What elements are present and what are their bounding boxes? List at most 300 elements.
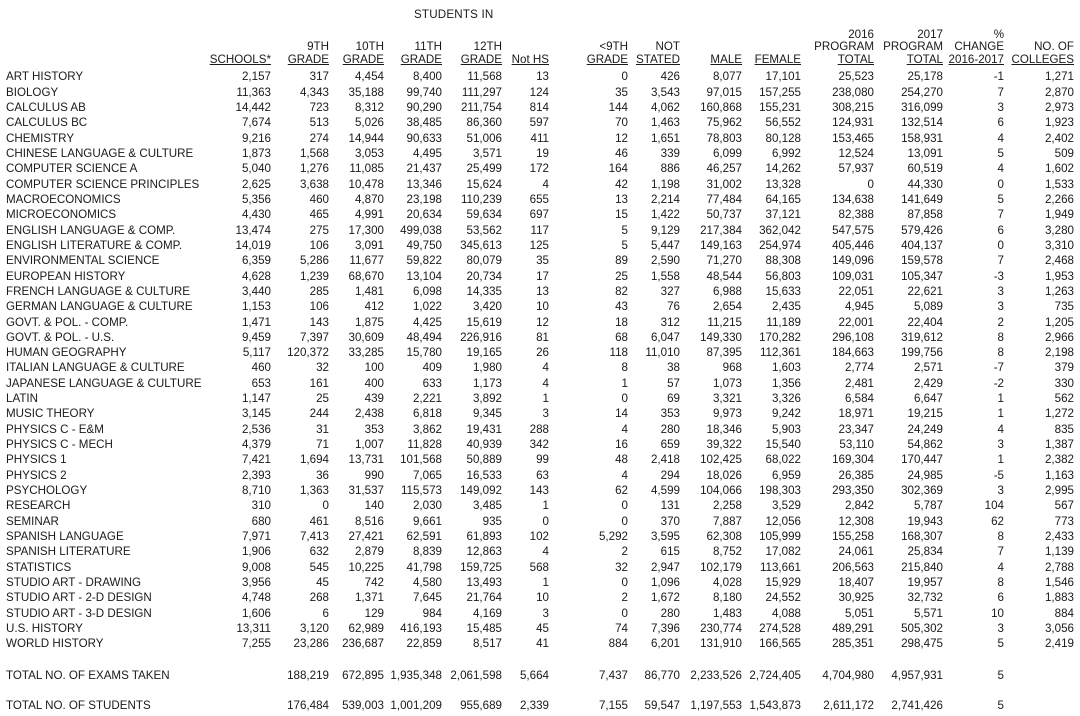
- total-row-cell: 1,935,348: [390, 668, 442, 682]
- table-row-label: HUMAN GEOGRAPHY: [6, 346, 127, 360]
- table-row-cell: 773: [1054, 514, 1074, 528]
- column-header-line: 2017: [917, 27, 943, 41]
- table-row-label: PSYCHOLOGY: [6, 484, 88, 498]
- table-row-label: RESEARCH: [6, 499, 71, 513]
- table-row-cell: 69: [667, 392, 680, 406]
- table-row-cell: 62,308: [706, 530, 742, 543]
- table-row-cell: 345,613: [460, 238, 502, 252]
- table-row-cell: 102,425: [700, 453, 742, 467]
- table-row-cell: 3,420: [472, 300, 502, 314]
- table-row-cell: 16,533: [466, 468, 502, 482]
- table-row-cell: 57: [667, 376, 680, 390]
- table-row-cell: 160,868: [700, 101, 742, 115]
- table-row: [0, 269, 1080, 284]
- table-row-cell: 3,543: [650, 85, 680, 99]
- table-row-cell: 7: [997, 208, 1004, 222]
- table-row-cell: 143: [309, 315, 329, 329]
- table-row-cell: 379: [1054, 361, 1074, 375]
- table-row-cell: 1,568: [299, 147, 329, 160]
- table-row-label: COMPUTER SCIENCE A: [6, 162, 138, 176]
- table-row-cell: 105,347: [901, 269, 943, 283]
- table-row-cell: 5,286: [299, 254, 329, 268]
- total-row-cell: 2,339: [519, 698, 549, 712]
- table-row-cell: 57,937: [838, 162, 874, 176]
- table-row-cell: 884: [1054, 606, 1074, 620]
- table-row-cell: 11,010: [645, 346, 680, 360]
- table-row-cell: 0: [867, 177, 874, 191]
- total-row-cell: 672,895: [342, 668, 384, 682]
- table-row: [0, 207, 1080, 222]
- table-row-cell: 19,165: [466, 346, 502, 360]
- table-row-cell: 254,270: [901, 85, 943, 99]
- table-row-cell: 1,173: [472, 376, 502, 390]
- table-row-cell: 7,645: [412, 591, 442, 605]
- column-header-line: Not HS: [511, 52, 549, 66]
- total-row-cell: 7,155: [598, 698, 628, 712]
- table-row-cell: 2,030: [412, 499, 442, 513]
- table-row-label: MICROECONOMICS: [6, 208, 117, 222]
- table-row-cell: 835: [1054, 422, 1074, 436]
- table-row-cell: 6,098: [412, 284, 442, 298]
- table-row-label: STUDIO ART - 2-D DESIGN: [6, 591, 152, 605]
- table-row-label: GOVT. & POL. - U.S.: [6, 330, 115, 344]
- table-row-cell: 5,089: [913, 300, 943, 314]
- table-row-cell: 5: [997, 147, 1004, 160]
- table-row-cell: -1: [993, 70, 1004, 84]
- table-row-cell: 1,873: [241, 147, 271, 160]
- table-row-cell: 25: [615, 269, 628, 283]
- table-row: [0, 376, 1080, 391]
- table-row-cell: 2,947: [650, 560, 680, 574]
- table-row-cell: 18,346: [706, 422, 742, 436]
- table-row-cell: 405,446: [832, 238, 874, 252]
- table-row-cell: 62,591: [406, 530, 442, 543]
- table-row: [0, 345, 1080, 360]
- total-row: [0, 668, 1080, 683]
- table-row-cell: 655: [529, 192, 549, 206]
- table-row-cell: 7,421: [241, 453, 271, 467]
- table-row-cell: 13,493: [466, 575, 502, 589]
- table-row-cell: 102,179: [700, 560, 742, 574]
- table-row-cell: 0: [621, 499, 628, 513]
- table-row-cell: 32,732: [907, 591, 943, 605]
- table-row-cell: 87,858: [907, 208, 943, 222]
- table-row-cell: 416,193: [400, 621, 442, 635]
- table-row-cell: 14: [615, 407, 628, 421]
- table-row-cell: 268: [309, 591, 329, 605]
- table-row-cell: 111,297: [461, 85, 502, 99]
- table-row-cell: 118: [609, 346, 628, 360]
- table-row-cell: 13,311: [236, 621, 271, 635]
- table-row-cell: 1,471: [241, 315, 271, 329]
- table-row-cell: 8: [997, 330, 1004, 344]
- table-row-cell: 3,892: [472, 392, 502, 406]
- table-row-cell: 149,092: [460, 484, 502, 498]
- table-row-cell: 0: [621, 70, 628, 84]
- table-row-cell: 101,568: [400, 453, 442, 467]
- table-row: [0, 360, 1080, 375]
- table-row-cell: 5,903: [771, 422, 801, 436]
- table-row-cell: 568: [529, 560, 549, 574]
- table-row-cell: 90,633: [406, 131, 442, 145]
- table-row-cell: 184,663: [832, 346, 874, 360]
- table-row-cell: 13,731: [348, 453, 384, 467]
- total-row-cell: 4,704,980: [822, 668, 874, 682]
- table-row-cell: 113,661: [759, 560, 801, 574]
- table-row-cell: 99,740: [406, 85, 442, 99]
- table-row-cell: 296,108: [832, 330, 874, 344]
- table-row-cell: 505,302: [901, 621, 943, 635]
- table-row-cell: 71,270: [706, 254, 742, 268]
- total-row-cell: 5: [997, 698, 1004, 712]
- table-row: [0, 468, 1080, 483]
- table-row-cell: 330: [1054, 376, 1074, 390]
- table-row-cell: 6,988: [712, 284, 742, 298]
- table-row-cell: 3: [542, 606, 549, 620]
- table-row-cell: 4: [542, 376, 549, 390]
- table-row-cell: 124: [529, 85, 549, 99]
- total-row-cell: 2,741,426: [891, 698, 943, 712]
- table-row-cell: 17,101: [765, 70, 801, 84]
- table-row-cell: 132,514: [901, 116, 943, 130]
- table-row-cell: 155,231: [759, 101, 801, 115]
- table-row-cell: 2,870: [1044, 85, 1074, 99]
- table-row-cell: 4,628: [241, 269, 271, 283]
- table-row-cell: 40,939: [466, 438, 502, 452]
- table-row-cell: 2,214: [650, 192, 680, 206]
- table-row-cell: 2,536: [241, 422, 271, 436]
- table-row-cell: 4: [997, 131, 1004, 145]
- table-row-cell: 984: [422, 606, 442, 620]
- table-row-cell: 87,395: [706, 346, 742, 360]
- total-row-cell: 86,770: [644, 668, 680, 682]
- table-row-cell: 106: [309, 238, 329, 252]
- table-row-label: PHYSICS C - MECH: [6, 438, 113, 452]
- table-row-cell: 50,737: [706, 208, 742, 222]
- table-row-cell: 4,870: [354, 192, 384, 206]
- table-row-cell: 6,584: [844, 392, 874, 406]
- table-row-cell: 25: [316, 392, 329, 406]
- table-row-cell: 18: [615, 315, 628, 329]
- table-row-cell: 14,262: [765, 162, 801, 176]
- table-row-cell: 3: [997, 621, 1004, 635]
- table-row-cell: 4,430: [241, 208, 271, 222]
- table-row-cell: 169,304: [832, 453, 874, 467]
- column-header: [755, 54, 801, 66]
- table-row-cell: 4,379: [241, 438, 271, 452]
- table-row-cell: 13,346: [406, 177, 442, 191]
- table-row-cell: 935: [482, 514, 502, 528]
- table-row-cell: 12,863: [466, 545, 502, 559]
- table-row-cell: 404,137: [901, 238, 943, 252]
- table-row-cell: 211,754: [460, 101, 502, 115]
- table-row-cell: 115,573: [400, 484, 442, 498]
- table-row-cell: 149,330: [700, 330, 742, 344]
- table-row-cell: -3: [993, 269, 1004, 283]
- table-row-cell: 9,242: [771, 407, 801, 421]
- table-row-cell: 308,215: [832, 101, 874, 115]
- table-row-cell: 5: [621, 238, 628, 252]
- table-row-cell: 2,393: [241, 468, 271, 482]
- table-row-label: COMPUTER SCIENCE PRINCIPLES: [6, 177, 200, 191]
- table-row-cell: 1,953: [1044, 269, 1074, 283]
- table-row-cell: 6: [322, 606, 329, 620]
- table-row-cell: 17: [536, 269, 549, 283]
- table-row-cell: 68,670: [348, 269, 384, 283]
- table-row-cell: 217,384: [700, 223, 742, 237]
- table-row-cell: 17,082: [765, 545, 801, 559]
- column-header-line: FEMALE: [754, 52, 801, 66]
- table-row-cell: 3,056: [1044, 621, 1074, 635]
- column-header: [1011, 41, 1074, 66]
- table-row-cell: 76: [667, 300, 680, 314]
- table-row-cell: 1,272: [1044, 407, 1074, 421]
- table-row-cell: 1,387: [1044, 438, 1074, 452]
- table-row-cell: 9,459: [241, 330, 271, 344]
- table-row-cell: 2,266: [1044, 192, 1074, 206]
- table-row-cell: 499,038: [400, 223, 442, 237]
- table-row-cell: 1,883: [1044, 591, 1074, 605]
- table-row-cell: 14,442: [235, 101, 271, 115]
- table-row-cell: 14,335: [466, 284, 502, 298]
- table-row-label: BIOLOGY: [6, 85, 59, 99]
- table-row-cell: 77,484: [706, 192, 742, 206]
- column-header: [210, 54, 271, 66]
- table-row-cell: 90,290: [406, 101, 442, 115]
- table-row-cell: 3,862: [412, 422, 442, 436]
- table-row-cell: 8,077: [712, 70, 742, 84]
- table-row-label: ENVIRONMENTAL SCIENCE: [6, 254, 160, 268]
- table-row-cell: 168,307: [901, 530, 943, 543]
- table-row-cell: 7: [997, 85, 1004, 99]
- table-row-cell: 3,321: [712, 392, 742, 406]
- table-row-cell: 6,201: [650, 637, 680, 651]
- table-row-cell: 4,748: [241, 591, 271, 605]
- table-row-cell: 1,906: [241, 545, 271, 559]
- total-row-cell: 539,003: [342, 698, 384, 712]
- table-row-cell: 3,310: [1044, 238, 1074, 252]
- column-header-line: 10TH: [355, 40, 384, 54]
- table-row-cell: 3,326: [771, 392, 801, 406]
- table-row: [0, 223, 1080, 238]
- table-row-cell: 2,842: [844, 499, 874, 513]
- table-row-cell: 2: [621, 591, 628, 605]
- table-row-label: FRENCH LANGUAGE & CULTURE: [6, 284, 191, 298]
- table-row-label: GOVT. & POL. - COMP.: [6, 315, 129, 329]
- table-row-cell: 1,651: [650, 131, 680, 145]
- table-row-cell: 32: [615, 560, 628, 574]
- total-row-cell: 5: [997, 668, 1004, 682]
- table-row-cell: 11,085: [349, 162, 384, 176]
- table-row-cell: 10: [536, 591, 549, 605]
- table-row-cell: 117: [530, 223, 549, 237]
- table-row-cell: 8,516: [354, 514, 384, 528]
- table-row-cell: 2,198: [1044, 346, 1074, 360]
- table-row-cell: 141,649: [901, 192, 943, 206]
- table-row-cell: 3,280: [1044, 223, 1074, 237]
- table-row-cell: 302,369: [901, 484, 943, 498]
- table-row-cell: 562: [1054, 392, 1074, 406]
- table-row-label: LATIN: [6, 392, 38, 406]
- table-row-cell: 238,080: [832, 85, 874, 99]
- table-row-cell: 80,079: [466, 254, 502, 268]
- table-row-cell: 4,580: [412, 575, 442, 589]
- table-row-cell: 285,351: [832, 637, 874, 651]
- table-row-cell: 288: [529, 422, 549, 436]
- column-header-line: PROGRAM: [883, 40, 943, 54]
- table-row-cell: 274,528: [759, 621, 801, 635]
- table-row-cell: 2,382: [1044, 453, 1074, 467]
- table-row-cell: 2,419: [1044, 637, 1074, 651]
- table-row-label: PHYSICS 2: [6, 468, 67, 482]
- table-row-cell: 27,421: [348, 530, 384, 543]
- table-row-cell: 12: [536, 315, 549, 329]
- total-row: [0, 698, 1080, 713]
- table-row-cell: 6,959: [771, 468, 801, 482]
- table-row-label: CHINESE LANGUAGE & CULTURE: [6, 147, 194, 160]
- table-row-cell: 106: [309, 300, 329, 314]
- table-row-cell: 680: [251, 514, 271, 528]
- table-row-cell: 226,916: [460, 330, 502, 344]
- table-row-cell: 4: [542, 545, 549, 559]
- table-row-label: SPANISH LANGUAGE: [6, 530, 124, 543]
- column-header-line: GRADE: [586, 52, 628, 66]
- table-row-label: CALCULUS AB: [6, 101, 86, 115]
- table-row-cell: 172: [529, 162, 549, 176]
- table-row: [0, 575, 1080, 590]
- table-row-cell: 59,634: [466, 208, 502, 222]
- total-row-cell: 1,001,209: [390, 698, 442, 712]
- table-row-cell: 3,145: [241, 407, 271, 421]
- table-row-cell: 3,053: [354, 147, 384, 160]
- table-row-cell: 64,165: [765, 192, 801, 206]
- table-row-cell: 1,481: [354, 284, 384, 298]
- column-header-line: TOTAL: [837, 52, 874, 66]
- table-row: [0, 253, 1080, 268]
- table-row-cell: 50,889: [466, 453, 502, 467]
- table-row-cell: 104: [984, 499, 1004, 513]
- table-row-cell: 990: [364, 468, 384, 482]
- table-row-cell: 45: [536, 621, 549, 635]
- table-row-cell: 6,047: [650, 330, 680, 344]
- table-row-cell: 4,599: [650, 484, 680, 498]
- table-row-cell: 274: [309, 131, 329, 145]
- table-row-cell: 2,157: [241, 70, 271, 84]
- table-row-cell: 144: [608, 101, 628, 115]
- table-row-cell: 41: [536, 637, 549, 651]
- table-row-cell: 33,285: [348, 346, 384, 360]
- table-row-cell: 61,893: [466, 530, 502, 543]
- table-row-label: ART HISTORY: [6, 70, 84, 84]
- column-header-line: PROGRAM: [814, 40, 874, 54]
- table-row-cell: 10: [536, 300, 549, 314]
- table-row-cell: 0: [621, 514, 628, 528]
- table-row: [0, 406, 1080, 421]
- table-row-cell: 1,603: [771, 361, 801, 375]
- table-row: [0, 606, 1080, 621]
- table-row-cell: 206,563: [832, 560, 874, 574]
- table-row-cell: 1,198: [650, 177, 680, 191]
- table-row-cell: 1,546: [1044, 575, 1074, 589]
- table-row-cell: -5: [993, 468, 1004, 482]
- table-row-cell: 6,992: [771, 147, 801, 160]
- table-row-cell: 5,356: [241, 192, 271, 206]
- table-row: [0, 590, 1080, 605]
- table-row-cell: 215,840: [901, 560, 943, 574]
- table-row-cell: 11,189: [766, 315, 801, 329]
- table-row-cell: 1,602: [1044, 162, 1074, 176]
- table-row-cell: 13: [536, 284, 549, 298]
- table-row-cell: 1,153: [241, 300, 271, 314]
- table-row-cell: 2,429: [913, 376, 943, 390]
- table-row-cell: 14,944: [348, 131, 384, 145]
- table-row-cell: 1,276: [299, 162, 329, 176]
- table-row-cell: 8,312: [354, 101, 384, 115]
- table-row-cell: 6,647: [913, 392, 943, 406]
- table-row-cell: 1,239: [299, 269, 329, 283]
- table-row-cell: 22,859: [406, 637, 442, 651]
- table-row-cell: 153,465: [832, 131, 874, 145]
- column-header-line: 11TH: [414, 40, 442, 54]
- column-header: [587, 41, 628, 66]
- table-row: [0, 284, 1080, 299]
- table-row-cell: 2,625: [241, 177, 271, 191]
- total-row-cell: 188,219: [287, 668, 329, 682]
- table-row-cell: 1,163: [1044, 468, 1074, 482]
- table-row: [0, 131, 1080, 146]
- table-row-cell: 15,540: [765, 438, 801, 452]
- table-row-cell: 4: [542, 177, 549, 191]
- table-row-cell: 15,485: [466, 621, 502, 635]
- table-row-cell: 75,962: [706, 116, 742, 130]
- table-row-cell: 5,051: [844, 606, 874, 620]
- table-row-cell: 6,099: [712, 147, 742, 160]
- table-row-cell: 742: [364, 575, 384, 589]
- table-row-cell: 157,255: [759, 85, 801, 99]
- table-row-cell: 1,139: [1044, 545, 1074, 559]
- column-header: [814, 29, 874, 66]
- table-row-cell: 489,291: [832, 621, 874, 635]
- table-row-cell: 88,308: [765, 254, 801, 268]
- table-row-cell: 2,402: [1044, 131, 1074, 145]
- column-header-line: NO. OF: [1034, 40, 1074, 54]
- table-row-cell: 4,062: [650, 101, 680, 115]
- table-row-cell: 1,980: [472, 361, 502, 375]
- table-row-cell: 70: [615, 116, 628, 130]
- table-row-cell: 59,822: [406, 254, 442, 268]
- table-row-cell: 31: [316, 422, 329, 436]
- table-row-label: CHEMISTRY: [6, 131, 75, 145]
- table-row-cell: 298,475: [901, 637, 943, 651]
- total-row-cell: 5,664: [519, 668, 549, 682]
- table-row-cell: 44,330: [907, 177, 943, 191]
- table-row-cell: 3: [542, 407, 549, 421]
- table-row-cell: 2,468: [1044, 254, 1074, 268]
- column-header: [636, 41, 680, 66]
- table-row-cell: 46: [615, 147, 628, 160]
- table-row-cell: 68,022: [765, 453, 801, 467]
- table-row-cell: 42: [615, 177, 628, 191]
- table-row: [0, 621, 1080, 636]
- column-header: [401, 41, 442, 66]
- table-row: [0, 85, 1080, 100]
- table-row-cell: 4,945: [844, 300, 874, 314]
- table-row-cell: 339: [660, 147, 680, 160]
- table-row-cell: 105,999: [759, 530, 801, 543]
- table-row-cell: 81: [536, 330, 549, 344]
- table-row-cell: 24,249: [907, 422, 943, 436]
- column-header: [512, 54, 549, 66]
